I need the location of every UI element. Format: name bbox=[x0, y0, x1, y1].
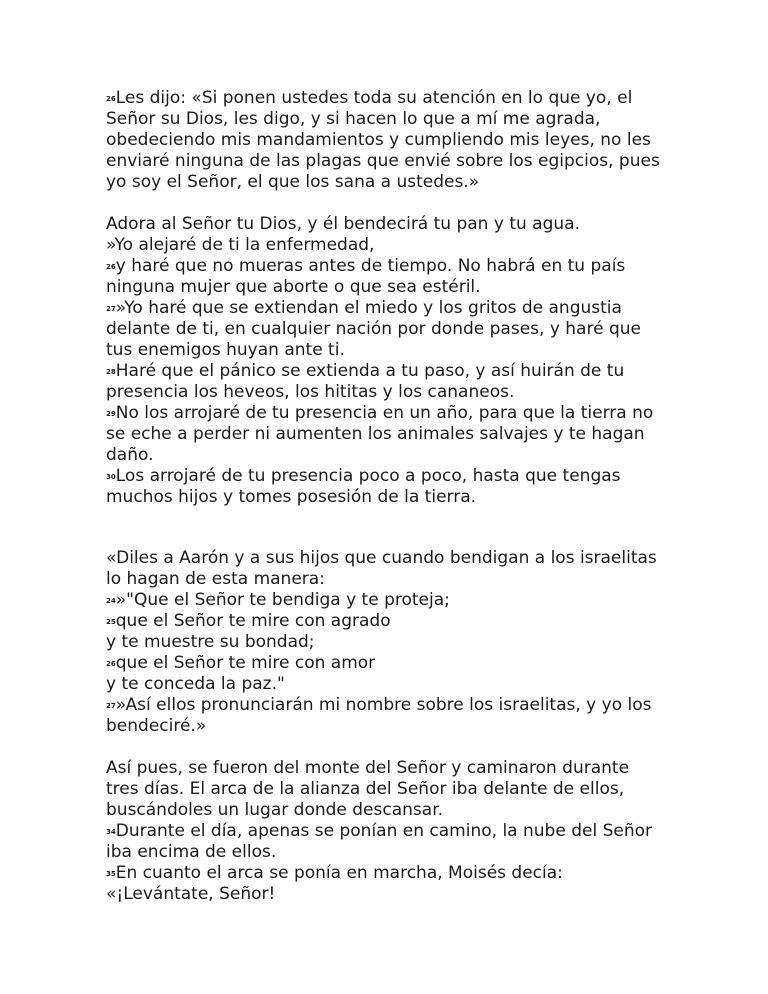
text-line bbox=[106, 361, 666, 382]
text-line bbox=[106, 340, 666, 361]
paragraph-gap bbox=[106, 508, 666, 548]
text-line bbox=[106, 466, 666, 487]
line-text: Así pues, se fueron del monte del Señor y caminaron durante bbox=[106, 758, 630, 778]
text-line bbox=[106, 548, 666, 569]
text-line bbox=[106, 109, 666, 130]
paragraph-3 bbox=[106, 548, 666, 737]
text-line bbox=[106, 611, 666, 632]
text-line bbox=[106, 277, 666, 298]
line-text: «¡Levántate, Señor! bbox=[106, 884, 276, 904]
line-text: bendeciré.» bbox=[106, 716, 207, 736]
text-line bbox=[106, 382, 666, 403]
text-line bbox=[106, 590, 666, 611]
line-text: Haré que el pánico se extienda a tu paso, y así huirán de tu bbox=[115, 361, 625, 381]
text-line bbox=[106, 214, 666, 235]
line-text: Les dijo: «Si ponen ustedes toda su atención en lo que yo, el bbox=[115, 88, 633, 108]
text-line bbox=[106, 821, 666, 842]
line-text: se eche a perder ni aumenten los animales salvajes y te hagan bbox=[106, 424, 645, 444]
text-line bbox=[106, 569, 666, 590]
text-line bbox=[106, 172, 666, 193]
line-text: Los arrojaré de tu presencia poco a poco, hasta que tengas bbox=[115, 466, 621, 486]
verse-number: 30 bbox=[106, 473, 116, 481]
line-text: que el Señor te mire con agrado bbox=[115, 611, 391, 631]
line-text: «Diles a Aarón y a sus hijos que cuando bendigan a los israelitas bbox=[106, 548, 657, 568]
line-text: y te muestre su bondad; bbox=[106, 632, 315, 652]
text-line bbox=[106, 424, 666, 445]
text-line bbox=[106, 653, 666, 674]
line-text: delante de ti, en cualquier nación por donde pases, y haré que bbox=[106, 319, 641, 339]
line-text: tres días. El arca de la alianza del Señor iba delante de ellos, bbox=[106, 779, 625, 799]
line-text: enviaré ninguna de las plagas que envié sobre los egipcios, pues bbox=[106, 151, 660, 171]
verse-number: 26 bbox=[106, 660, 116, 668]
text-line bbox=[106, 235, 666, 256]
paragraph-gap bbox=[106, 737, 666, 758]
paragraph-2 bbox=[106, 214, 666, 508]
line-text: que el Señor te mire con amor bbox=[115, 653, 376, 673]
line-text: daño. bbox=[106, 445, 154, 465]
line-text: buscándoles un lugar donde descansar. bbox=[106, 800, 444, 820]
text-line bbox=[106, 256, 666, 277]
document-page bbox=[106, 88, 666, 905]
text-line bbox=[106, 800, 666, 821]
text-line bbox=[106, 863, 666, 884]
paragraph-1 bbox=[106, 88, 666, 193]
line-text: tus enemigos huyan ante ti. bbox=[106, 340, 345, 360]
verse-number: 35 bbox=[106, 870, 116, 878]
text-line bbox=[106, 319, 666, 340]
line-text: »Yo alejaré de ti la enfermedad, bbox=[106, 235, 375, 255]
verse-number: 29 bbox=[106, 410, 116, 418]
verse-number: 27 bbox=[106, 305, 116, 313]
text-line bbox=[106, 674, 666, 695]
text-line bbox=[106, 758, 666, 779]
line-text: y haré que no mueras antes de tiempo. No habrá en tu país bbox=[115, 256, 626, 276]
text-line bbox=[106, 884, 666, 905]
text-line bbox=[106, 842, 666, 863]
line-text: »Así ellos pronunciarán mi nombre sobre los israelitas, y yo los bbox=[115, 695, 652, 715]
line-text: muchos hijos y tomes posesión de la tierra. bbox=[106, 487, 477, 507]
paragraph-4 bbox=[106, 758, 666, 905]
text-line bbox=[106, 445, 666, 466]
paragraph-gap bbox=[106, 193, 666, 214]
verse-number: 25 bbox=[106, 618, 116, 626]
text-line bbox=[106, 403, 666, 424]
line-text: »Yo haré que se extiendan el miedo y los gritos de angustia bbox=[115, 298, 622, 318]
verse-number: 27 bbox=[106, 702, 116, 710]
text-line bbox=[106, 779, 666, 800]
text-line bbox=[106, 151, 666, 172]
line-text: obedeciendo mis mandamientos y cumpliendo mis leyes, no les bbox=[106, 130, 651, 150]
line-text: y te conceda la paz." bbox=[106, 674, 285, 694]
text-line bbox=[106, 487, 666, 508]
line-text: No los arrojaré de tu presencia en un año, para que la tierra no bbox=[115, 403, 654, 423]
verse-number: 26 bbox=[106, 95, 116, 103]
line-text: yo soy el Señor, el que los sana a ustedes.» bbox=[106, 172, 480, 192]
verse-number: 26 bbox=[106, 263, 116, 271]
line-text: presencia los heveos, los hititas y los cananeos. bbox=[106, 382, 515, 402]
text-line bbox=[106, 130, 666, 151]
text-line bbox=[106, 298, 666, 319]
line-text: En cuanto el arca se ponía en marcha, Moisés decía: bbox=[115, 863, 563, 883]
line-text: Durante el día, apenas se ponían en camino, la nube del Señor bbox=[115, 821, 652, 841]
verse-number: 24 bbox=[106, 597, 116, 605]
line-text: ninguna mujer que aborte o que sea estéril. bbox=[106, 277, 481, 297]
text-line bbox=[106, 695, 666, 716]
line-text: Adora al Señor tu Dios, y él bendecirá tu pan y tu agua. bbox=[106, 214, 580, 234]
verse-number: 34 bbox=[106, 828, 116, 836]
line-text: »"Que el Señor te bendiga y te proteja; bbox=[115, 590, 450, 610]
text-line bbox=[106, 716, 666, 737]
line-text: lo hagan de esta manera: bbox=[106, 569, 325, 589]
line-text: Señor su Dios, les digo, y si hacen lo que a mí me agrada, bbox=[106, 109, 601, 129]
line-text: iba encima de ellos. bbox=[106, 842, 277, 862]
text-line bbox=[106, 632, 666, 653]
verse-number: 28 bbox=[106, 368, 116, 376]
text-line bbox=[106, 88, 666, 109]
